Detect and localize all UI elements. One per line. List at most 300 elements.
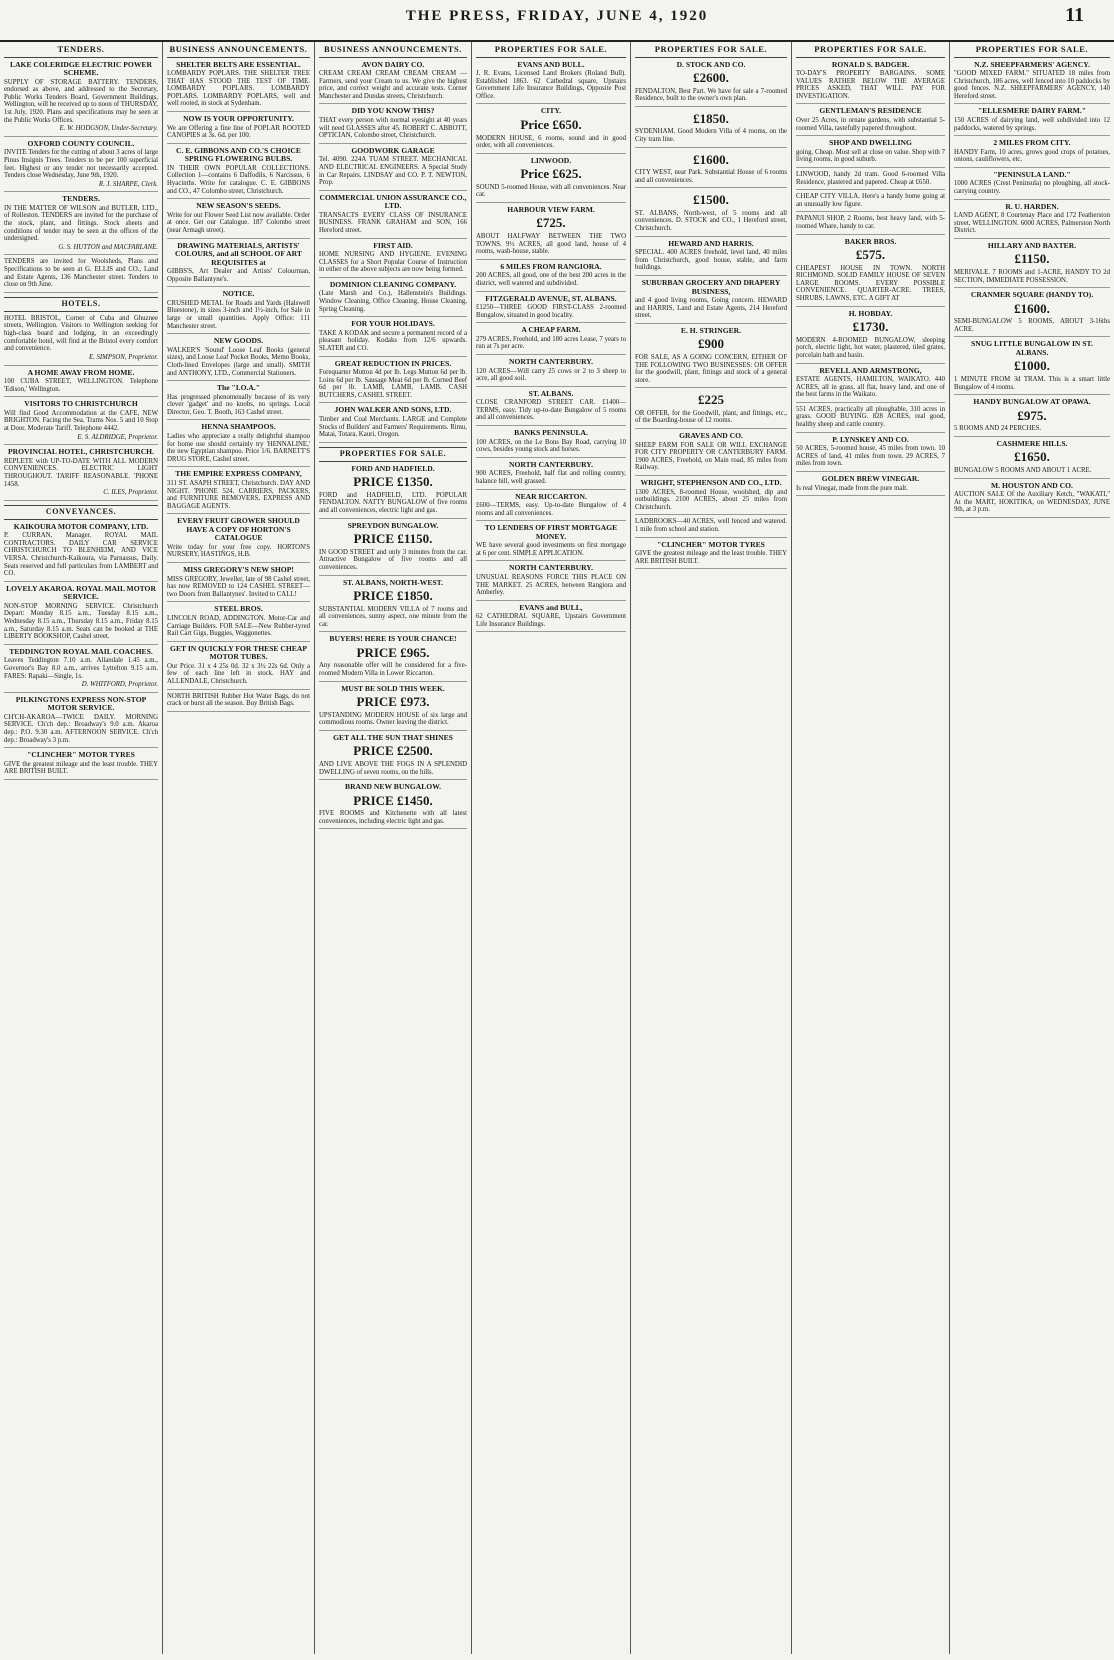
advertisement	[954, 440, 1110, 479]
ad-price: £1730.	[852, 319, 889, 335]
ad-heading: RONALD S. BADGER.	[831, 60, 910, 69]
ad-body: Write for our Flower Seed List now available. Order at once. Get our Catalogue. 187 Colombo street (near Armagh street).	[167, 211, 310, 234]
ad-heading: SNUG LITTLE BUNGALOW IN ST. ALBANS.	[971, 340, 1093, 357]
ad-heading: C. E. GIBBONS AND CO.'S CHOICE SPRING FLOWERING BULBS.	[176, 146, 301, 164]
ad-heading: "CLINCHER" MOTOR TYRES	[657, 540, 765, 549]
ad-heading: FITZGERALD AVENUE, ST. ALBANS.	[485, 294, 617, 303]
advertisement	[635, 279, 787, 324]
ad-body: GIBBS'S, Art Dealer and Artists' Colourman, Opposite Ballantyne's.	[167, 268, 310, 283]
ad-body: £1250—THREE GOOD FIRST-CLASS 2-roomed Bungalow, situated in good locality.	[476, 304, 626, 319]
ad-body: Over 25 Acres, in ornate gardens, with substantial 5-roomed Villa, tastefully papered throughout.	[796, 116, 945, 132]
ad-heading: NEW SEASON'S SEEDS.	[196, 202, 281, 211]
ad-heading: HILLARY AND BAXTER.	[987, 241, 1077, 250]
advertisement	[635, 110, 787, 148]
ad-price: Price £625.	[520, 166, 582, 182]
ad-heading: GOODWORK GARAGE	[351, 146, 435, 155]
ad-heading: OXFORD COUNTY COUNCIL.	[27, 139, 135, 148]
advertisement	[167, 242, 310, 288]
ad-heading: NOW IS YOUR OPPORTUNITY.	[183, 115, 294, 124]
ad-body: 100 CUBA STREET, WELLINGTON. Telephone 'Edison,' Wellington.	[4, 378, 158, 393]
ad-heading: LOVELY AKAROA. ROYAL MAIL MOTOR SERVICE.	[6, 584, 156, 602]
advertisement	[319, 406, 467, 442]
advertisement	[476, 295, 626, 324]
ad-heading: EVANS and BULL,	[519, 603, 583, 612]
advertisement	[476, 429, 626, 458]
advertisement	[476, 604, 626, 633]
ad-body: Write today for your free copy. HORTON'S NURSERY, HASTINGS, H.B.	[167, 543, 310, 559]
ad-price: PRICE £1850.	[353, 588, 433, 603]
ad-signature: E. SIMPSON, Proprietor.	[88, 353, 158, 361]
ad-heading: FIRST AID.	[373, 241, 413, 250]
advertisement	[4, 585, 158, 645]
advertisement	[796, 406, 945, 433]
ad-body: 200 ACRES, all good, one of the best 200 acres in the district, well watered and subdivided.	[476, 272, 626, 287]
advertisement	[635, 479, 787, 515]
col-business-1	[163, 42, 315, 1654]
ad-heading: 6 MILES FROM RANGIORA.	[500, 262, 602, 271]
ad-body: Leaves Teddington 7.10 a.m. Allandale 1.45 a.m., Governor's Bay 8.0 a.m., arrives Lyttelton 9.15 a.m. FARES: Rapaki—Single, 1s.	[4, 657, 158, 680]
ad-body: ESTATE AGENTS, HAMILTON, WAIKATO. 440 ACRES, all in grass, all flat, heavy land, and one of the best farms in the Waikato.	[796, 376, 945, 399]
ad-body: Any reasonable offer will be considered for a five-roomed Modern Villa in Lower Riccarton.	[319, 662, 467, 678]
ad-price: £1500.	[693, 192, 729, 208]
ad-body: CITY WEST, near Park. Substantial House of 6 rooms and all conveniences.	[635, 169, 787, 184]
ad-body: FIVE ROOMS and Kitchenette with all latest conveniences, including electric light and gas.	[319, 810, 467, 825]
ad-heading: N.Z. SHEEPFARMERS' AGENCY.	[974, 60, 1090, 69]
ad-heading: LINWOOD.	[530, 156, 572, 165]
ad-heading: BANKS PENINSULA.	[514, 429, 588, 438]
masthead	[0, 0, 1114, 42]
ad-heading: NORTH CANTERBURY.	[509, 460, 593, 469]
advertisement	[635, 240, 787, 276]
advertisement	[319, 734, 467, 780]
ad-price: £1150.	[1014, 251, 1050, 267]
ad-body: 50 ACRES, 5-roomed house, 45 miles from town. 10 ACRES of land, 41 miles from town. 29 ACRES, 7 miles from town.	[796, 445, 945, 468]
advertisement	[319, 635, 467, 681]
col-badger	[792, 42, 950, 1654]
column-heading: PROPERTIES FOR SALE.	[796, 42, 945, 58]
ad-heading: NORTH CANTERBURY.	[509, 358, 593, 367]
ad-body: TRANSACTS EVERY CLASS OF INSURANCE BUSINESS. FRANK GRAHAM and SON, 166 Hereford street.	[319, 211, 467, 234]
advertisement	[476, 107, 626, 153]
ad-heading: TO LENDERS OF FIRST MORTGAGE MONEY.	[484, 524, 618, 541]
advertisement	[319, 685, 467, 731]
advertisement	[954, 171, 1110, 200]
ad-body: AUCTION SALE Of the Auxiliary Ketch, "WAKATI," At the MART, HOKITIKA, on WEDNESDAY, JUNE 9th, at 3 p.m.	[954, 491, 1110, 514]
advertisement	[954, 242, 1110, 288]
advertisement	[167, 423, 310, 467]
ad-price: £1600.	[693, 151, 729, 167]
ad-heading: JOHN WALKER AND SONS, LTD.	[334, 406, 452, 415]
col-nz-sheepfarmers	[950, 42, 1114, 1654]
ad-heading: MISS GREGORY'S NEW SHOP!	[183, 566, 294, 575]
ad-body: HANDY Farm, 10 acres, grows good crops of potatoes, onions, cauliflowers, etc.	[954, 148, 1110, 164]
ad-body: 120 ACRES—Will carry 25 cows or 2 to 3 sheep to acre, all good soil.	[476, 367, 626, 383]
ad-body: ABOUT HALFWAY BETWEEN THE TWO TOWNS. 9½ ACRES, all good land, house of 4 rooms, wash-house, stable.	[476, 233, 626, 256]
ad-heading: FORD AND HADFIELD.	[351, 464, 435, 473]
advertisement	[954, 107, 1110, 136]
ad-body: and 4 good living rooms, Going concern. HEWARD and HARRIS, Land and Estate Agents, 214 Hereford street.	[635, 297, 787, 320]
ad-body: 62 CATHEDRAL SQUARE, Upstairs Government Life Insurance Buildings.	[476, 613, 626, 628]
ad-price: £2600.	[693, 70, 729, 86]
advertisement	[954, 291, 1110, 337]
ad-heading: GREAT REDUCTION IN PRICES.	[334, 359, 452, 368]
ad-body: LINWOOD, handy 2d tram. Good 6-roomed Villa Residence, plastered and papered. Cheap at £650.	[796, 170, 945, 186]
ad-body: TO-DAY'S PROPERTY BARGAINS. SOME VALUES RATHER BELOW THE AVERAGE PRICES ASKED, THAT WILL PAY FOR INVESTIGATION.	[796, 70, 945, 100]
ad-heading: TEDDINGTON ROYAL MAIL COACHES.	[9, 647, 153, 656]
ad-body: AND LIVE ABOVE THE FOGS IN A SPLENDID DWELLING of seven rooms, on the hills.	[319, 760, 467, 776]
ad-price: PRICE £1150.	[353, 531, 433, 547]
advertisement	[319, 147, 467, 191]
ad-body: 150 ACRES of dairying land, well subdivided into 12 paddocks, watered by springs.	[954, 116, 1110, 132]
ad-heading: STEEL BROS.	[214, 605, 263, 614]
ad-body: THAT every person with normal eyesight at 40 years will need GLASSES after 45. ROBERT C. ABBOTT, OPTICIAN, Colombo street, Christchurch.	[319, 116, 467, 140]
ad-signature: E. W. HODGSON, Under-Secretary.	[59, 125, 158, 133]
ad-signature: C. ILES, Proprietor.	[103, 489, 158, 497]
ad-body: UPSTANDING MODERN HOUSE of six large and commodious rooms. Owner leaving the district.	[319, 711, 467, 727]
advertisement	[4, 140, 158, 193]
ad-price: £975.	[1017, 407, 1047, 423]
advertisement	[796, 310, 945, 364]
advertisement	[4, 448, 158, 501]
advertisement	[476, 524, 626, 561]
ad-heading: GET ALL THE SUN THAT SHINES	[333, 733, 453, 742]
ad-heading: A HOME AWAY FROM HOME.	[27, 368, 135, 377]
ad-body: GIVE the greatest mileage and the least trouble. THEY ARE BRITISH BUILT.	[635, 550, 787, 565]
ad-heading: WRIGHT, STEPHENSON AND CO., LTD.	[640, 479, 782, 488]
ad-heading: ST. ALBANS.	[528, 389, 574, 398]
ad-body: CH'CH-AKAROA—TWICE DAILY. MORNING SERVICE. Ch'ch dep.: Broadway's 9.0 a.m. Akaroa dep.: P.O. 9.30 a.m. AFTERNOON SERVICE. Ch'ch dep.: Broadway's 3 p.m.	[4, 713, 158, 744]
ad-body: SOUND 5-roomed House, with all conveniences. Near car.	[476, 183, 626, 199]
ad-body: Ladies who appreciate a really delightful shampoo for home use should certainly try 'HENNALINE,' the new Egyptian shampoo. Price 1/6. BARNETT'S DRUG STORE, Cashel street.	[167, 432, 310, 463]
ad-heading: NEW GOODS.	[213, 337, 264, 346]
ad-body: P. CURRAN, Manager. ROYAL MAIL CONTRACTORS. DAILY CAR SERVICE CHRISTCHURCH TO BLENHEIM, AND VICE VERSA. Christchurch-Kaikoura, via Parnassus, Daily. Seats reserved and full particulars from LAMBERT and CO.	[4, 532, 158, 578]
ad-body: £600—TERMS, easy. Up-to-date Bungalow of 4 rooms and all conveniences.	[476, 502, 626, 517]
ad-price: PRICE £2500.	[353, 743, 433, 759]
advertisement	[319, 783, 467, 829]
advertisement	[319, 107, 467, 143]
advertisement	[476, 390, 626, 426]
advertisement	[167, 693, 310, 712]
col-evans-bull	[472, 42, 631, 1654]
advertisement	[954, 482, 1110, 518]
ad-body: 1000 ACRES (Crest Peninsula) no ploughing, all stock-carrying country.	[954, 180, 1110, 195]
advertisement	[4, 369, 158, 398]
ad-body: SPECIAL. 400 ACRES freehold, level land, 40 miles from Christchurch, good house, stable, and farm buildings.	[635, 249, 787, 272]
ad-body: Our Price. 31 x 4 25s 0d. 32 x 3½ 22s 6d. Only a few of each line left in stock. HAY and ALLENDALE, Christchurch.	[167, 662, 310, 685]
column-heading: TENDERS.	[4, 42, 158, 58]
ad-body: IN THE MATTER OF WILSON and BUTLER, LTD., of Rolleston. TENDERS are invited for the purchase of the stock, plant, and fittings. Stock sheets and conditions of tender may be seen at the offices of the undersigned.	[4, 204, 158, 243]
ad-body: "GOOD MIXED FARM." SITUATED 18 miles from Christchurch, 186 acres, well fenced into 10 paddocks by good fences. N.Z. SHEEPFARMERS' AGENCY, 140 Hereford street.	[954, 70, 1110, 100]
ad-price: PRICE £973.	[356, 694, 430, 710]
advertisement	[635, 391, 787, 429]
section-heading: CONVEYANCES.	[4, 505, 158, 520]
advertisement	[954, 203, 1110, 239]
advertisement	[796, 61, 945, 105]
advertisement	[167, 470, 310, 514]
ad-body: Has progressed phenomenally because of its very clever 'gadget' and no knobs, no springs. Local Director, Geo. T. Booth, 163 Cashel street.	[167, 393, 310, 416]
ad-heading: MUST BE SOLD THIS WEEK.	[341, 684, 445, 693]
advertisement	[167, 337, 310, 381]
ad-heading: ST. ALBANS, NORTH-WEST.	[342, 578, 444, 587]
ad-body: SYDENHAM. Good Modern Villa of 4 rooms, on the City tram line.	[635, 128, 787, 143]
ad-heading: BAKER BROS.	[844, 237, 897, 246]
ad-price: £225	[698, 392, 724, 408]
ad-body: CHEAPEST HOUSE IN TOWN. NORTH RICHMOND. SOLID FAMILY HOUSE OF SEVEN LARGE ROOMS. EVERY POSSIBLE CONVENIENCE. QUARTER-ACRE. TREES, SHRUBS, LAWNS, ETC. A GIFT AT	[796, 264, 945, 303]
advertisement	[796, 475, 945, 496]
ad-price: £575.	[855, 247, 886, 263]
ad-body: We are Offering a fine line of POPLAR ROOTED CANOPIES at 3s. 6d. per 100.	[167, 124, 310, 140]
advertisement	[167, 384, 310, 420]
ad-body: OR OFFER, for the Goodwill, plant, and fittings, etc., of the Boarding-house of 12 rooms.	[635, 409, 787, 425]
ad-heading: DOMINION CLEANING COMPANY.	[329, 280, 457, 289]
ad-heading: GOLDEN BREW VINEGAR.	[821, 475, 920, 483]
advertisement	[476, 564, 626, 600]
advertisement	[167, 605, 310, 641]
advertisement	[954, 61, 1110, 105]
ad-body: PAPANUI SHOP, 2 Rooms, best heavy land, with 5-roomed Whare, handy to car.	[796, 215, 945, 230]
column-heading: BUSINESS ANNOUNCEMENTS.	[319, 42, 467, 58]
ad-signature: D. WHITFORD, Proprietor.	[81, 681, 158, 689]
advertisement	[319, 242, 467, 278]
column-heading: PROPERTIES FOR SALE.	[954, 42, 1110, 58]
advertisement	[954, 139, 1110, 168]
ad-body: Forequarter Mutton 4d per lb. Legs Mutton 6d per lb. Loins 6d per lb. Sausage Meat 6d per lb. Corned Beef 6d per lb. LAMB, LAMB, LAMB. CASH BUTCHERS, CASHEL STREET.	[319, 369, 467, 399]
ad-body: ST. ALBANS, North-west, of 5 rooms and all conveniences. D. STOCK and CO., 1 Hereford street, Christchurch.	[635, 209, 787, 233]
advertisement	[954, 398, 1110, 437]
advertisement	[476, 206, 626, 260]
ad-heading: CASHMERE HILLS.	[996, 439, 1068, 448]
ad-heading: AVON DAIRY CO.	[361, 60, 425, 69]
advertisement	[635, 432, 787, 476]
advertisement	[476, 493, 626, 522]
advertisement	[635, 541, 787, 570]
advertisement	[167, 517, 310, 563]
ad-body: WALKER'S 'Sound' Loose Leaf Books (general sizes), and Loose Leaf Pocket Books, Memo Books, Cloth-lined Envelopes (large and small). SMITH and ANTHONY, LTD., Commercial Stationers.	[167, 346, 310, 377]
ad-heading: THE EMPIRE EXPRESS COMPANY,	[175, 470, 302, 479]
ad-body: LAND AGENT, 8 Courtenay Place and 172 Featherston street, WELLINGTON. 6000 ACRES, Palmerston North District.	[954, 212, 1110, 235]
ad-body: IN GOOD STREET and only 3 minutes from the car. Attractive Bungalow of five rooms and all conveniences.	[319, 548, 467, 571]
ad-body: NORTH BRITISH Rubber Hot Water Bags, do not crack or burst all the season. Buy British Bags.	[167, 692, 310, 708]
ad-heading: SHOP AND DWELLING	[829, 139, 912, 148]
ad-body: SEMI-BUNGALOW 5 ROOMS, ABOUT 3-16ths ACRE.	[954, 318, 1110, 333]
ad-price: £725.	[536, 215, 566, 231]
column-heading: PROPERTIES FOR SALE.	[635, 42, 787, 58]
ad-body: LINCOLN ROAD, ADDINGTON. Motor-Car and Carriage Builders. FOR SALE—New Rubber-tyred Rail Cart Gigs, Buggies, Waggonettes.	[167, 614, 310, 638]
ad-body: 1300 ACRES, 8-roomed House, woolshed, dip and outbuildings. 2100 ACRES, about 25 miles from Christchurch.	[635, 488, 787, 511]
ad-price: £1650.	[1014, 449, 1050, 465]
advertisement	[167, 147, 310, 199]
ad-heading: M. HOUSTON AND CO.	[991, 481, 1073, 490]
ad-heading: LAKE COLERIDGE ELECTRIC POWER SCHEME.	[10, 60, 152, 78]
ad-heading: DRAWING MATERIALS, ARTISTS' COLOURS, and all SCHOOL OF ART REQUISITES at	[175, 241, 302, 267]
ad-heading: P. LYNSKEY AND CO.	[832, 435, 909, 444]
col-tenders	[0, 42, 163, 1654]
advertisement	[476, 326, 626, 355]
ad-body: MERIVALE. 7 ROOMS and 1-ACRE, HANDY TO 2d SECTION, IMMEDIATE POSSESSION.	[954, 268, 1110, 284]
ad-body: MISS GREGORY, Jeweller, late of 98 Cashel street, has now REMOVED to 124 CASHEL STREET—two Doors from Ballantynes'. Invited to CALL!	[167, 575, 310, 598]
ad-heading: GRAVES AND CO.	[679, 432, 743, 441]
advertisement	[796, 193, 945, 212]
advertisement	[796, 436, 945, 472]
ad-heading: REVELL AND ARMSTRONG,	[819, 366, 922, 375]
ad-heading: SUBURBAN GROCERY AND DRAPERY BUSINESS,	[641, 279, 781, 296]
advertisement	[319, 194, 467, 239]
ad-body: BUNGALOW 5 ROOMS AND ABOUT 1 ACRE.	[954, 466, 1092, 474]
ad-heading: HEWARD AND HARRIS.	[668, 239, 754, 248]
ad-body: MODERN HOUSE, 6 rooms, sound and in good order, with all conveniences.	[476, 134, 626, 150]
advertisement	[319, 579, 467, 633]
ad-heading: D. STOCK AND CO.	[676, 60, 746, 69]
advertisement	[4, 195, 158, 255]
ad-body: Timber and Coal Merchants. LARGE and Complete Stocks of Builders' and Farmers' Requirements. Rimu, Matai, Totara, Kauri, Oregon.	[319, 415, 467, 439]
ad-signature: E. S. ALDRIDGE, Proprietor.	[77, 433, 158, 441]
ad-heading: FOR YOUR HOLIDAYS.	[351, 320, 435, 329]
ad-body: GIVE the greatest mileage and the least trouble. THEY ARE BRITISH BUILT.	[4, 760, 158, 776]
ad-body: SHEEP FARM FOR SALE OR WILL EXCHANGE FOR CITY PROPERTY OR CANTERBURY FARM. 1900 ACRES, Freehold, on Main road, 85 miles from Railway.	[635, 441, 787, 472]
ad-heading: 2 MILES FROM CITY.	[993, 139, 1071, 148]
ad-body: HOME NURSING AND HYGIENE. EVENING CLASSES for a Short Popular Course of Instruction in either of the above subjects are now being formed.	[319, 251, 467, 274]
ad-body: 551 ACRES, practically all ploughable, 310 acres in grass. GOOD BUYING. 828 ACRES, real good, healthy sheep and cattle country.	[796, 405, 945, 429]
ad-price: PRICE £965.	[356, 644, 430, 660]
ad-body: 1 MINUTE FROM 3d TRAM. This is a smart little Bungalow of 4 rooms.	[954, 376, 1110, 391]
ad-body: UNUSUAL REASONS FORCE THIS PLACE ON THE MARKET. 25 ACRES, between Rangiora and Amberley.	[476, 573, 626, 597]
advertisement	[319, 522, 467, 576]
ad-heading: SPREYDON BUNGALOW.	[347, 521, 439, 530]
ad-body: MODERN 4-ROOMED BUNGALOW, sleeping porch, electric light, hot water, plastered, tiled grates, porcelain bath and basin.	[796, 336, 945, 359]
ad-heading: PILKINGTONS EXPRESS NON-STOP MOTOR SERVICE.	[15, 695, 147, 713]
ad-heading: VISITORS TO CHRISTCHURCH	[24, 400, 138, 409]
ad-heading: HARBOUR VIEW FARM.	[507, 205, 595, 214]
ad-body: HOTEL BRISTOL, Corner of Cuba and Ghuznee streets, Wellington. Visitors to Wellington seeking for high-class board and lodging, in an exceedingly comfortable hotel, will find at the Bristol every comfort and convenience.	[4, 314, 158, 353]
ad-heading: COMMERCIAL UNION ASSURANCE CO., LTD.	[319, 193, 467, 211]
ad-price: Price £650.	[520, 116, 582, 132]
ad-body: LOMBARDY POPLARS. THE SHELTER TREE THAT HAS STOOD THE TEST OF TIME. LOMBARDY POPLARS. LOMBARDY POPLARS. LOMBARDY POPLARS, well and well rooted, in stock at Sydenham.	[167, 70, 310, 108]
ad-body: TAKE A KODAK and secure a permanent record of a pleasant holiday. Kodaks from 12/6 upwards. SLATER and CO.	[319, 329, 467, 352]
advertisement	[796, 171, 945, 190]
ad-body: 279 ACRES, Freehold, and 180 acres Lease, 7 years to run at 7s per acre.	[476, 335, 626, 351]
advertisement	[4, 751, 158, 780]
ad-body: FOR SALE, AS A GOING CONCERN, EITHER OF THE FOLLOWING TWO BUSINESSES: OR OFFER for the goodwill, plant, fittings and stock of a general store.	[635, 353, 787, 384]
ad-heading: H. HOBDAY.	[848, 309, 893, 318]
advertisement	[796, 215, 945, 234]
advertisement	[167, 115, 310, 144]
advertisement	[476, 358, 626, 387]
col-d-stock	[631, 42, 792, 1654]
ad-heading: KAIKOURA MOTOR COMPANY, LTD.	[13, 522, 149, 531]
ad-body: 5 ROOMS AND 24 PERCHES.	[954, 425, 1042, 433]
ad-body: 100 ACRES, on the Le Bons Bay Road, carrying 10 cows, besides young stock and horses.	[476, 438, 626, 454]
advertisement	[4, 315, 158, 366]
advertisement	[476, 157, 626, 203]
ad-body: SUBSTANTIAL MODERN VILLA of 7 rooms and all conveniences, sunny aspect, one minute from the car.	[319, 605, 467, 628]
ad-heading: PROVINCIAL HOTEL, CHRISTCHURCH.	[8, 448, 154, 457]
advertisement	[635, 327, 787, 388]
ad-heading: The "I.O.A."	[216, 384, 261, 393]
advertisement	[4, 258, 158, 292]
ad-heading: TENDERS.	[62, 195, 100, 204]
ad-heading: GENTLEMAN'S RESIDENCE	[819, 107, 922, 116]
advertisement	[635, 518, 787, 537]
ad-body: TENDERS are invited for Woolsheds, Plans and Specifications to be seen at G. ELLIS and CO., Land and Estate Agents, 136 Manchester street. Tenders to close on 9th June.	[4, 258, 158, 289]
advertisement	[319, 465, 467, 519]
ad-body: WE have several good investments on first mortgage at 6 per cent. SIMPLE APPLICATION.	[476, 542, 626, 557]
ad-body: going. Cheap. Most sell at close on value. Shop with 7 living rooms, in good suburb.	[796, 148, 945, 164]
ad-body: LADBROOKS—40 ACRES, well fenced and watered. 1 mile from school and station.	[635, 518, 787, 533]
ad-price: £1850.	[693, 110, 729, 126]
advertisement	[796, 367, 945, 403]
ad-body: REPLETE with UP-TO-DATE WITH ALL MODERN CONVENIENCES. ELECTRIC LIGHT THROUGHOUT. TARIFF REASONABLE. 'PHONE 1458.	[4, 457, 158, 488]
ad-body: CREAM CREAM CREAM CREAM CREAM — Farmers, send your Cream to us. We give the highest price, and correct weight and accurate tests. Corner Manchester and Dundas streets, Christchurch.	[319, 70, 467, 100]
ad-price: PRICE £1350.	[353, 474, 433, 490]
ad-body: SUPPLY OF STORAGE BATTERY. TENDERS, endorsed as above, and addressed to the Secretary, Public Works Tenders Board, Government Buildings, Wellington, will be received up to noon of THURSDAY, 1st July, 1920. Plans and specifications may be seen at the Public Works Offices.	[4, 78, 158, 124]
ad-body: FORD and HADFIELD, LTD. POPULAR FENDALTON. NATTY BUNGALOW of five rooms and all conveniences, electric light and gas.	[319, 491, 467, 515]
advertisement	[4, 61, 158, 137]
ad-price: PRICE £1450.	[353, 792, 433, 808]
col-business-2	[315, 42, 472, 1654]
ad-body: CRUSHED METAL for Roads and Yards (Halswell Bluestone), in sizes 3-inch and 1½-inch, for Sale in large or small quantities. Apply Office: 111 Manchester street.	[167, 299, 310, 330]
ad-heading: BRAND NEW BUNGALOW.	[345, 783, 441, 792]
ad-body: (Late Marsh and Co.), Hallenstein's Buildings. Window Cleaning, Office Cleaning, House Cleaning, Spring Cleaning.	[319, 290, 467, 313]
column-heading: PROPERTIES FOR SALE.	[476, 42, 626, 58]
ad-price: £1000.	[1014, 358, 1050, 374]
advertisement	[4, 523, 158, 582]
page-number: 11	[1065, 4, 1084, 26]
advertisement	[954, 340, 1110, 395]
advertisement	[476, 461, 626, 490]
ad-heading: "PENINSULA LAND."	[993, 170, 1071, 179]
ad-signature: G. S. HUTTON and MACFARLANE.	[58, 243, 158, 251]
advertisement	[319, 281, 467, 317]
ad-body: CLOSE CRANFORD STREET CAR. £1400—TERMS, easy. Tidy up-to-date Bungalow of 5 rooms and all conveniences.	[476, 399, 626, 422]
advertisement	[4, 648, 158, 693]
ad-body: Is real Vinegar, made from the pure malt.	[796, 484, 908, 492]
ad-heading: BUYERS! HERE IS YOUR CHANCE!	[329, 635, 457, 644]
ad-heading: NEAR RICCARTON.	[515, 492, 587, 501]
section-heading: HOTELS.	[4, 297, 158, 312]
ad-heading: "ELLESMERE DAIRY FARM."	[978, 107, 1086, 116]
advertisement	[4, 400, 158, 445]
ad-heading: EVERY FRUIT GROWER SHOULD HAVE A COPY OF HORTON'S CATALOGUE	[177, 517, 300, 543]
advertisement	[167, 566, 310, 602]
ad-heading: E. H. STRINGER.	[680, 326, 742, 335]
ad-heading: HANDY BUNGALOW AT OPAWA.	[973, 398, 1091, 407]
advertisement	[635, 61, 787, 107]
ad-heading: NOTICE.	[222, 290, 255, 299]
advertisement	[4, 696, 158, 748]
column-heading: BUSINESS ANNOUNCEMENTS.	[167, 42, 310, 58]
advertisement	[476, 263, 626, 292]
ad-heading: A CHEAP FARM.	[521, 326, 581, 335]
advertisement	[796, 107, 945, 136]
ad-heading: NORTH CANTERBURY.	[509, 564, 593, 573]
ad-signature: R. J. SHARPE, Clerk.	[98, 180, 158, 188]
ad-body: Will find Good Accommodation at the CAFE, NEW BRIGHTON. Facing the Sea. Trams Nos. 5 and 10 Stop at Door. Moderate Tariff. Telephone 4442.	[4, 409, 158, 432]
advertisement	[319, 320, 467, 356]
ad-body: Tel. 4090. 224A TUAM STREET. MECHANICAL AND ELECTRICAL ENGINEERS. A Special Study in Car Repairs. LINDSAY and CO. P. T. NEWTON, Prop.	[319, 156, 467, 187]
advertisement	[167, 61, 310, 113]
advertisement	[167, 202, 310, 238]
advertisement	[476, 61, 626, 105]
page-title: THE PRESS, FRIDAY, JUNE 4, 1920	[405, 8, 709, 24]
advertisement	[796, 139, 945, 168]
ad-price: £1600.	[1014, 300, 1050, 316]
ad-heading: EVANS AND BULL.	[517, 60, 585, 69]
section-heading: PROPERTIES FOR SALE.	[319, 447, 467, 462]
ad-body: IN THEIR OWN POPULAR COLLECTIONS. Collection 1—contains 6 Daffodils, 6 Narcissus, 6 Hyacinths. Write for catalogue. C. E. GIBBONS and CO., 47 Colombo street, Christchurch.	[167, 164, 310, 195]
advertisement	[796, 238, 945, 307]
ad-heading: DID YOU KNOW THIS?	[351, 107, 435, 116]
ad-heading: SHELTER BELTS ARE ESSENTIAL.	[176, 60, 301, 69]
